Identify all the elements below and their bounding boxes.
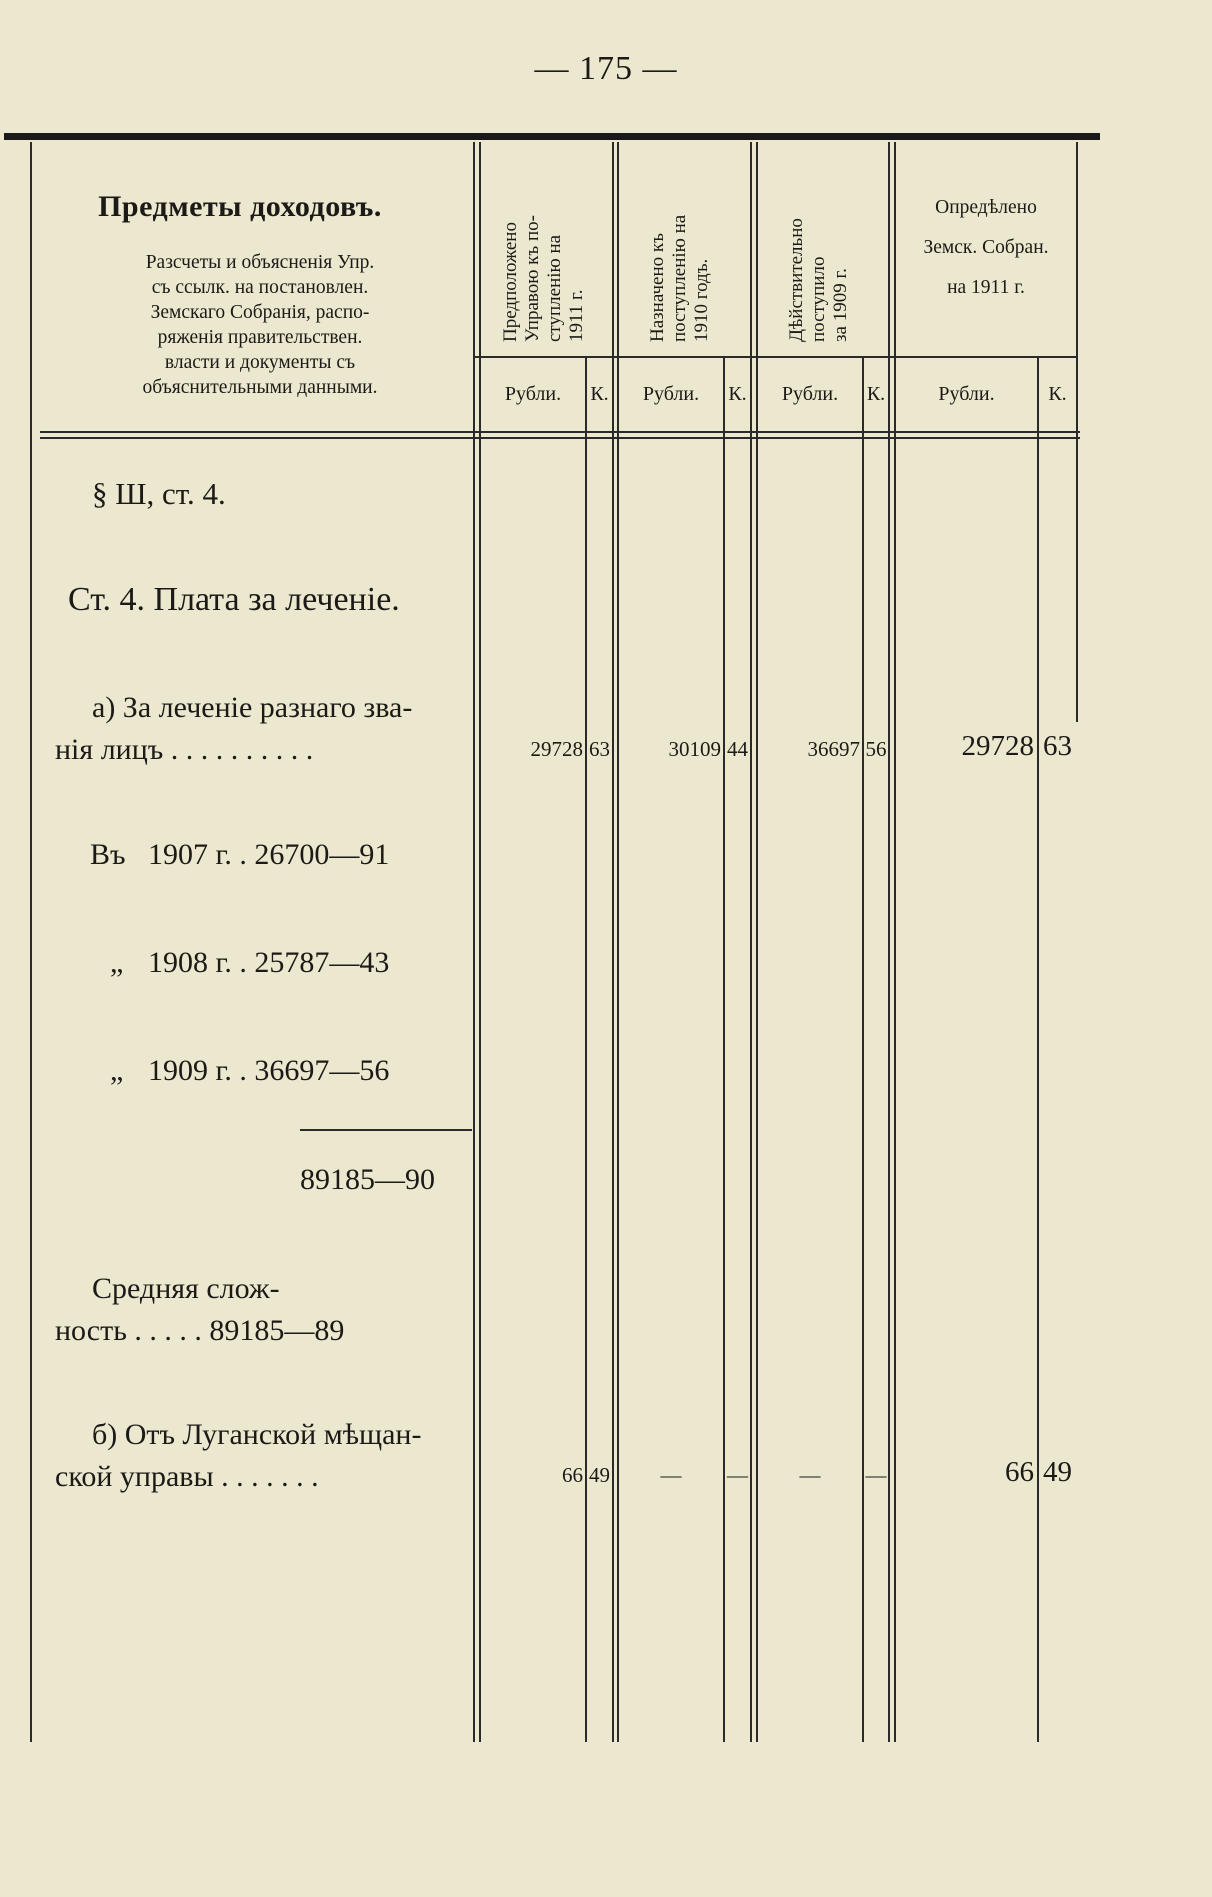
- table-left-border: [30, 142, 32, 1742]
- top-rule: [4, 133, 1100, 140]
- row-b-col3-kop: —: [865, 1463, 887, 1487]
- col1-header: Предположено Управою къ по- ступленію на 1911 г.: [500, 215, 587, 342]
- page-number: — 175 —: [534, 50, 678, 87]
- col1-kop-label: К.: [590, 383, 609, 405]
- col2-kop-label: К.: [728, 383, 747, 405]
- col4-rubli-label: Рубли.: [938, 383, 995, 405]
- section-heading: § Ш, ст. 4.: [92, 476, 226, 511]
- row-a-col1-rubli: 29728: [530, 737, 583, 761]
- col3-header: Дѣйствительно поступило за 1909 г.: [786, 218, 851, 342]
- row-b-col4-kop: 49: [1043, 1456, 1072, 1488]
- row-a-col2-kop: 44: [727, 737, 748, 761]
- row-a-col2-rubli: 30109: [668, 737, 721, 761]
- col-divider: [888, 142, 890, 1742]
- item-a-line2: нія лицъ . . . . . . . . . .: [55, 733, 314, 766]
- header-subtitle: Разсчеты и объясненія Упр. съ ссылк. на постановлен. Земскаго Собранія, распо- ряженія правительствен. власти и документы съ объяснительными данными.: [142, 252, 378, 398]
- col3-kop-label: К.: [866, 383, 886, 405]
- row-b-col2-kop: —: [727, 1463, 748, 1487]
- row-a-col4-rubli: 29728: [961, 730, 1034, 762]
- col-divider: [862, 358, 864, 1742]
- col-divider: [756, 142, 758, 1742]
- year-prefix: „: [110, 946, 124, 979]
- row-b-col3-rubli: —: [799, 1463, 821, 1487]
- col-divider: [617, 142, 619, 1742]
- col4-header: Опредѣлено Земск. Собран. на 1911 г.: [923, 197, 1049, 298]
- col1-rubli-label: Рубли.: [504, 383, 562, 405]
- col-divider: [612, 142, 614, 1742]
- header-subrule: [473, 356, 1078, 358]
- row-b-col4-rubli: 66: [1005, 1456, 1034, 1488]
- col-divider: [723, 358, 725, 1742]
- col-divider: [894, 142, 896, 1742]
- col-divider: [585, 358, 587, 1742]
- item-b-line2: ской управы . . . . . . .: [55, 1460, 319, 1493]
- year-row: 1909 г. . 36697—56: [148, 1054, 390, 1087]
- sum-rule: [300, 1129, 472, 1131]
- header-title: Предметы доходовъ.: [98, 190, 382, 223]
- row-b-col1-kop: 49: [589, 1463, 610, 1487]
- col3-rubli-label: Рубли.: [781, 383, 839, 405]
- col2-rubli-label: Рубли.: [642, 383, 700, 405]
- total-value: 89185—90: [300, 1163, 435, 1196]
- article-heading: Ст. 4. Плата за леченіе.: [68, 581, 400, 618]
- year-row: 1907 г. . 26700—91: [148, 838, 390, 871]
- row-b-col1-rubli: 66: [562, 1463, 583, 1487]
- average-line1: Средняя слож-: [92, 1272, 280, 1305]
- col-divider: [473, 142, 475, 1742]
- row-a-col1-kop: 63: [589, 737, 610, 761]
- row-a-col3-rubli: 36697: [807, 737, 860, 761]
- header-bottom-rule: [40, 437, 1080, 439]
- year-row: 1908 г. . 25787—43: [148, 946, 390, 979]
- year-prefix: „: [110, 1054, 124, 1087]
- col-divider: [1037, 358, 1039, 1742]
- item-a-line1: а) За леченіе разнаго зва-: [92, 691, 413, 724]
- row-b-col2-rubli: —: [660, 1463, 682, 1487]
- year-prefix: Въ: [90, 838, 126, 871]
- col2-header: Назначено къ поступленію на 1910 годъ.: [647, 214, 712, 342]
- average-line2: ность . . . . . 89185—89: [55, 1314, 345, 1347]
- row-a-col3-kop: 56: [865, 737, 887, 761]
- header-bottom-rule: [40, 431, 1080, 433]
- item-b-line1: б) Отъ Луганской мѣщан-: [92, 1418, 422, 1451]
- col-divider: [479, 142, 481, 1742]
- row-a-col4-kop: 63: [1043, 730, 1072, 762]
- col-divider: [750, 142, 752, 1742]
- col4-kop-label: К.: [1048, 383, 1067, 405]
